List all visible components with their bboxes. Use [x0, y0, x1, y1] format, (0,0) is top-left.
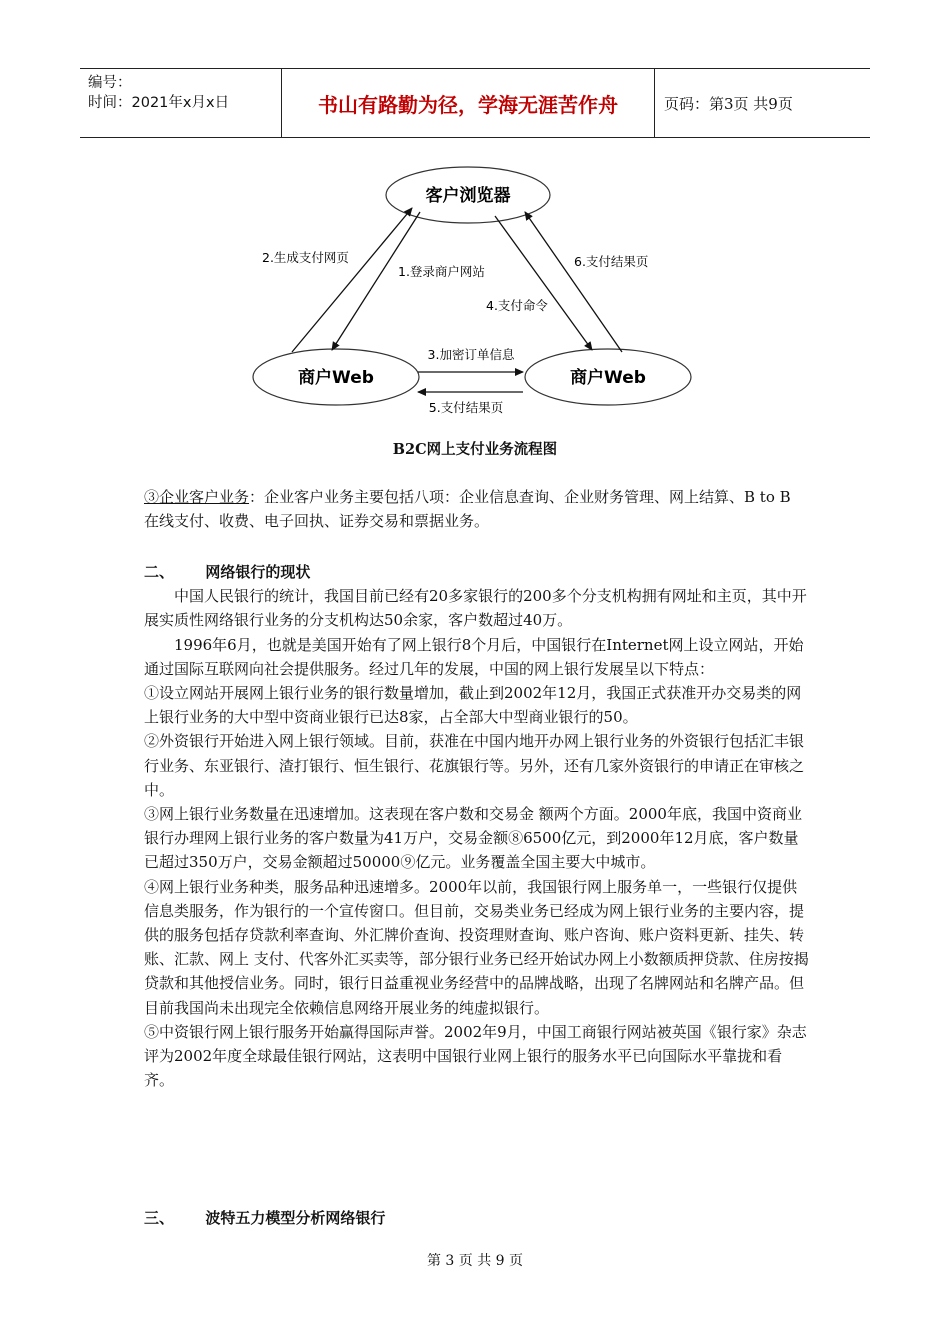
section-3-heading: 三、 波特五力模型分析网络银行 [144, 1209, 386, 1227]
header-motto: 书山有路勤为径，学海无涯苦作舟 [282, 69, 655, 137]
arrow-2-label: 2.生成支付网页 [262, 250, 349, 265]
diagram-caption: B2C网上支付业务流程图 [392, 441, 558, 458]
header-page-label: 页码：第3页 共9页 [664, 94, 793, 113]
header-meta [80, 69, 282, 137]
arrow-1-label: 1.登录商户网站 [398, 264, 485, 279]
page-footer: 第 3 页 共 9 页 [426, 1253, 524, 1269]
section-3 [144, 1206, 809, 1230]
section-2-point-1: ①设立网站开展网上银行业务的银行数量增加，截止到2002年12月，我国正式获准开办交易类的网上银行业务的大中型中资商业银行已达8家，占全部大中型商业银行的50。 [144, 684, 802, 727]
section-2-heading: 二、 网络银行的现状 [144, 563, 311, 581]
time-label: 时间：2021年x月x日 [88, 95, 230, 111]
arrow-1-line [332, 212, 420, 350]
b2c-flow-diagram [240, 160, 710, 430]
section-2-point-3: ③网上银行业务数量在迅速增加。这表现在客户数和交易金 额两个方面。2000年底，我国中资商业银行办理网上银行业务的客户数量为41万户，交易金额⑧6500亿元，到2000年12月底，客户数量已超过350万户，交易金额超过50000⑨亿元。业务覆盖全国主要大中城市。 [144, 805, 802, 872]
left-node-label: 商户Web [298, 368, 374, 388]
section-2-point-4: ④网上银行业务种类，服务品种迅速增多。2000年以前，我国银行网上服务单一，一些银行仅提供信息类服务，作为银行的一个宣传窗口。但目前，交易类业务已经成为网上银行业务的主要内容，提供的服务包括存贷款利率查询、外汇牌价查询、投资理财查询、账户咨询、账户资料更新、挂失、转账、汇款、网上 支付、代客外汇买卖等，部分银行业务已经开始试办网上小数额质押贷款、住房按揭贷款和其他授信业务。同时，银行日益重视业务经营中的品牌战略，出现了名牌网站和名牌产品。但目前我国尚未出现完全依赖信息网络开展业务的纯虚拟银行。 [144, 877, 809, 1017]
arrow-6-line [525, 212, 622, 352]
enterprise-business-text: ：企业客户业务主要包括八项：企业信息查询、企业财务管理、网上结算、B to B 在线支付、收费、电子回执、证券交易和票据业务。 [144, 488, 791, 531]
arrow-2-line [292, 208, 412, 352]
enterprise-business-paragraph [144, 485, 809, 533]
enterprise-business-label: ③企业客户业务 [144, 488, 250, 506]
section-2-point-5: ⑤中资银行网上银行服务开始赢得国际声誉。2002年9月，中国工商银行网站被英国《银行家》杂志评为2002年度全球最佳银行网站，这表明中国银行业网上银行的服务水平已向国际水平靠拢和看齐。 [144, 1022, 807, 1090]
arrow-4-line [495, 216, 592, 350]
section-2 [144, 560, 809, 1092]
arrow-4-label: 4.支付命令 [486, 298, 548, 313]
arrow-3-label: 3.加密订单信息 [427, 347, 515, 362]
top-node-label: 客户浏览器 [425, 186, 511, 206]
code-label: 编号： [88, 75, 132, 91]
section-2-para-1: 中国人民银行的统计，我国目前已经有20多家银行的200多个分支机构拥有网址和主页，其中开展实质性网络银行业务的分支机构达50余家，客户数超过40万。 [144, 587, 807, 630]
section-2-point-2: ②外资银行开始进入网上银行领域。目前，获准在中国内地开办网上银行业务的外资银行包括汇丰银行业务、东亚银行、渣打银行、恒生银行、花旗银行等。另外，还有几家外资银行的申请正在审核之中。 [144, 732, 805, 799]
page-header [80, 68, 870, 138]
right-node-label: 商户Web [570, 368, 646, 388]
arrow-6-label: 6.支付结果页 [574, 254, 649, 269]
section-2-para-2: 1996年6月，也就是美国开始有了网上银行8个月后，中国银行在Internet网上设立网站，开始通过国际互联网向社会提供服务。经过几年的发展，中国的网上银行发展呈以下特点： [144, 635, 804, 678]
arrow-5-label: 5.支付结果页 [428, 400, 504, 415]
